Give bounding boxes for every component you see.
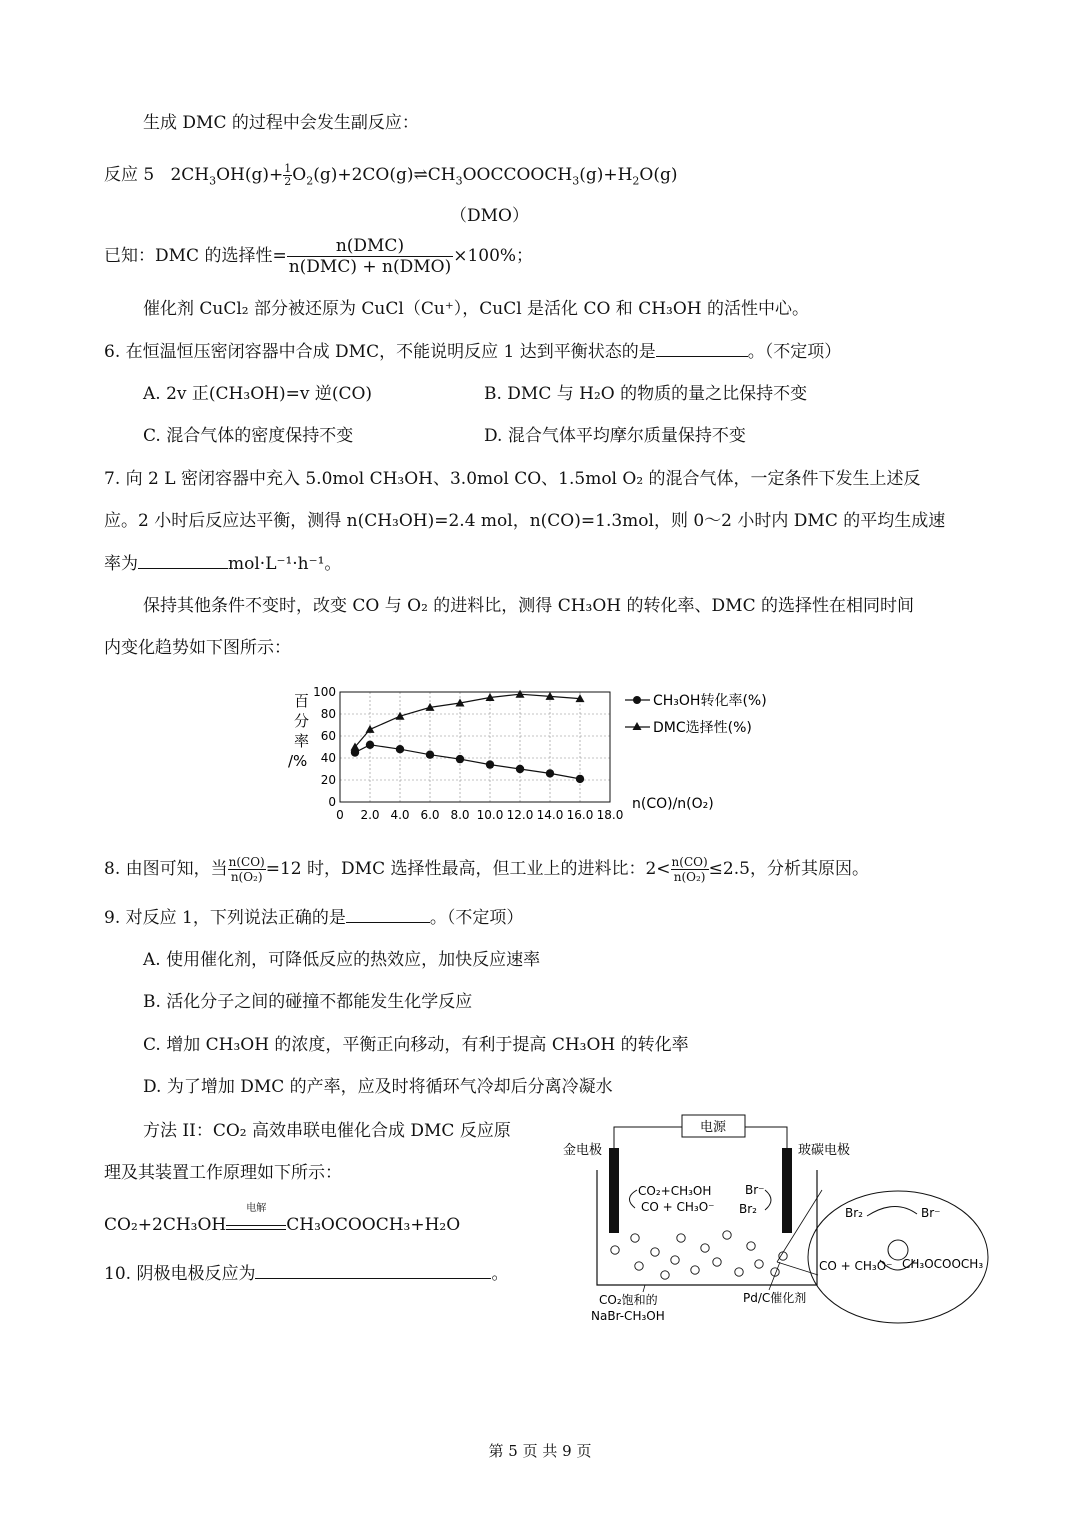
data-point-ch3oh	[576, 775, 584, 783]
change-paragraph-line2: 内变化趋势如下图所示：	[104, 638, 291, 658]
half-fraction: $\frac{1}{2}$	[284, 162, 292, 188]
question-8: 8. 由图可知，当 $\frac{n(CO)}{\text{n(O₂)}}$ =12 时，DMC 选择性最高，但工业上的进料比：2< $\frac{n(CO)}{\text{n(O₂)}}$ ≤2.5，分析其原因。	[104, 855, 869, 884]
x-tick-label: 4.0	[390, 808, 410, 822]
electrochemical-apparatus	[555, 1110, 1005, 1330]
solution-label-2: NaBr-CH₃OH	[591, 1309, 665, 1323]
q6-option-a: A. 2v 正(CH₃OH)=v 逆(CO)	[143, 384, 373, 404]
anode-arrow	[765, 1190, 771, 1210]
data-point-ch3oh	[396, 745, 404, 753]
side-reaction-intro: 生成 DMC 的过程中会发生副反应：	[143, 113, 419, 133]
zoom-line-bottom	[777, 1262, 818, 1275]
data-point-ch3oh	[546, 769, 554, 777]
q6-option-c: C. 混合气体的密度保持不变	[143, 426, 354, 446]
cathode-arrow	[629, 1190, 637, 1208]
anode-bromine: Br₂	[739, 1202, 757, 1216]
data-point-ch3oh	[456, 755, 464, 763]
data-point-dmc	[516, 690, 525, 698]
gold-electrode-label: 金电极	[563, 1143, 603, 1158]
glassy-carbon-electrode-label: 玻碳电极	[798, 1143, 851, 1158]
dmo-label: （DMO）	[450, 206, 529, 226]
bubble	[723, 1231, 731, 1239]
series-line-1	[355, 694, 580, 747]
q9-option-b: B. 活化分子之间的碰撞不都能发生化学反应	[143, 992, 473, 1012]
bubble	[755, 1260, 763, 1268]
bubble	[735, 1268, 743, 1276]
glassy-carbon-electrode	[782, 1148, 792, 1233]
change-paragraph-line1: 保持其他条件不变时，改变 CO 与 O₂ 的进料比，测得 CH₃OH 的转化率、DMC 的选择性在相同时间	[143, 596, 914, 616]
reaction-5-label: 反应 5	[104, 165, 155, 185]
q8-ratio-fraction-1: $\frac{n(CO)}{\text{n(O₂)}}$	[228, 855, 265, 884]
x-tick-label: 6.0	[420, 808, 440, 822]
selectivity-fraction: $\frac{\text{n(DMC)}}{\text{n(DMC) + n(DMO)}}$	[288, 236, 452, 277]
x-tick-label: 2.0	[360, 808, 380, 822]
method2-line1: 方法 II：CO₂ 高效串联电催化合成 DMC 反应原	[143, 1121, 511, 1141]
question-7-line1: 7. 向 2 L 密闭容器中充入 5.0mol CH₃OH、3.0mol CO、1.5mol O₂ 的混合气体，一定条件下发生上述反	[104, 469, 921, 489]
left-wire	[614, 1127, 682, 1158]
bubble	[701, 1244, 709, 1252]
page-footer: 第 5 页 共 9 页	[488, 1442, 592, 1460]
y-axis-label: 百分率/%	[288, 692, 310, 770]
bubble	[713, 1258, 721, 1266]
q6-option-d: D. 混合气体平均摩尔质量保持不变	[484, 426, 746, 446]
bubble	[635, 1262, 643, 1270]
x-tick-label: 0	[336, 808, 344, 822]
bubble	[661, 1271, 669, 1279]
data-point-ch3oh	[426, 751, 434, 759]
catalyst-label: Pd/C催化剂	[743, 1291, 807, 1305]
zoom-product: CH₃OCOOCH₃	[902, 1257, 984, 1271]
question-9: 9. 对反应 1，下列说法正确的是 。（不定项）	[104, 908, 524, 928]
legend-label-ch3oh: CH₃OH转化率(%)	[653, 693, 767, 709]
electrolysis-equation: CO₂+2CH₃OH 电解 CH₃OCOOCH₃+H₂O	[104, 1203, 461, 1235]
data-point-ch3oh	[366, 741, 374, 749]
electrolysis-arrow: 电解	[226, 1216, 286, 1230]
plot-frame	[340, 692, 610, 802]
method2-line2: 理及其装置工作原理如下所示：	[104, 1163, 342, 1183]
data-point-ch3oh	[516, 765, 524, 773]
legend-marker-ch3oh	[633, 696, 641, 704]
q9-option-c: C. 增加 CH₃OH 的浓度，平衡正向移动，有利于提高 CH₃OH 的转化率	[143, 1035, 689, 1055]
cathode-reactants: CO₂+CH₃OH	[638, 1184, 712, 1198]
solution-label-1: CO₂饱和的	[599, 1293, 658, 1307]
x-tick-label: 16.0	[566, 808, 594, 822]
y-tick-label: 40	[320, 751, 336, 765]
y-tick-label: 0	[328, 795, 336, 809]
x-tick-label: 12.0	[506, 808, 534, 822]
selectivity-formula: 已知：DMC 的选择性= $\frac{\text{n(DMC)}}{\text{n(DMC) + n(DMO)}}$ ×100%；	[104, 236, 534, 277]
legend-marker-dmc	[633, 722, 642, 730]
gold-electrode	[609, 1148, 619, 1233]
y-tick-label: 20	[320, 773, 336, 787]
y-tick-label: 100	[313, 685, 336, 699]
q9-option-d: D. 为了增加 DMC 的产率，应及时将循环气冷却后分离冷凝水	[143, 1077, 613, 1097]
bubble	[691, 1266, 699, 1274]
question-6: 6. 在恒温恒压密闭容器中合成 DMC，不能说明反应 1 达到平衡状态的是 。（不定项）	[104, 342, 842, 362]
chart-grid	[340, 692, 610, 802]
x-tick-label: 18.0	[596, 808, 624, 822]
zoom-bromine: Br₂	[845, 1206, 863, 1220]
anode-bromide: Br⁻	[745, 1183, 765, 1197]
zoom-bromine-arrow	[867, 1206, 917, 1216]
x-tick-labels	[336, 808, 623, 822]
zoom-reactants: CO + CH₃O⁻	[819, 1259, 893, 1273]
q9-option-a: A. 使用催化剂，可降低反应的热效应，加快反应速率	[143, 950, 541, 970]
bubble	[671, 1256, 679, 1264]
catalyst-note: 催化剂 CuCl₂ 部分被还原为 CuCl（Cu⁺），CuCl 是活化 CO 和 CH₃OH 的活性中心。	[143, 299, 810, 319]
solution-pointer	[643, 1285, 645, 1292]
legend-label-dmc: DMC选择性(%)	[653, 720, 752, 736]
conversion-selectivity-chart	[280, 680, 800, 830]
catalyst-particles	[611, 1231, 787, 1279]
answer-blank-7[interactable]	[138, 552, 228, 569]
bubble	[651, 1248, 659, 1256]
question-7-line3: 率为 mol·L⁻¹·h⁻¹。	[104, 554, 342, 574]
x-tick-label: 10.0	[476, 808, 504, 822]
y-tick-label: 60	[320, 729, 336, 743]
bubble	[677, 1234, 685, 1242]
answer-blank-9[interactable]	[346, 906, 430, 923]
power-supply-label: 电源	[699, 1120, 727, 1135]
bubble	[747, 1242, 755, 1250]
chart-legend	[625, 693, 767, 736]
x-tick-label: 14.0	[536, 808, 564, 822]
right-wire	[745, 1127, 787, 1158]
cathode-products: CO + CH₃O⁻	[641, 1200, 715, 1214]
x-axis-label: n(CO)/n(O₂)	[632, 796, 714, 812]
answer-blank-6[interactable]	[656, 340, 748, 357]
x-tick-label: 8.0	[450, 808, 470, 822]
question-7-line2: 应。2 小时后反应达平衡，测得 n(CH₃OH)=2.4 mol，n(CO)=1.3mol，则 0～2 小时内 DMC 的平均生成速	[104, 511, 946, 531]
zoom-bromide: Br⁻	[921, 1206, 941, 1220]
bubble	[611, 1246, 619, 1254]
chart-series	[351, 690, 585, 783]
data-point-dmc	[366, 725, 375, 733]
question-10: 10. 阴极电极反应为 。	[104, 1264, 509, 1284]
catalyst-pointer	[769, 1262, 780, 1290]
bubble	[631, 1234, 639, 1242]
reaction-5: 反应 5 $2CH_3OH(g)+$ $\frac{1}{2}$ $O_2(g)+2CO(g)\rightleftharpoons CH_3OOCCOOCH_3(g)+H_2O(g)$	[104, 162, 678, 188]
answer-blank-10[interactable]	[255, 1262, 491, 1279]
q8-ratio-fraction-2: $\frac{n(CO)}{\text{n(O₂)}}$	[671, 855, 708, 884]
q6-option-b: B. DMC 与 H₂O 的物质的量之比保持不变	[484, 384, 808, 404]
y-tick-label: 80	[320, 707, 336, 721]
y-tick-labels	[313, 685, 336, 809]
data-point-ch3oh	[486, 760, 494, 768]
